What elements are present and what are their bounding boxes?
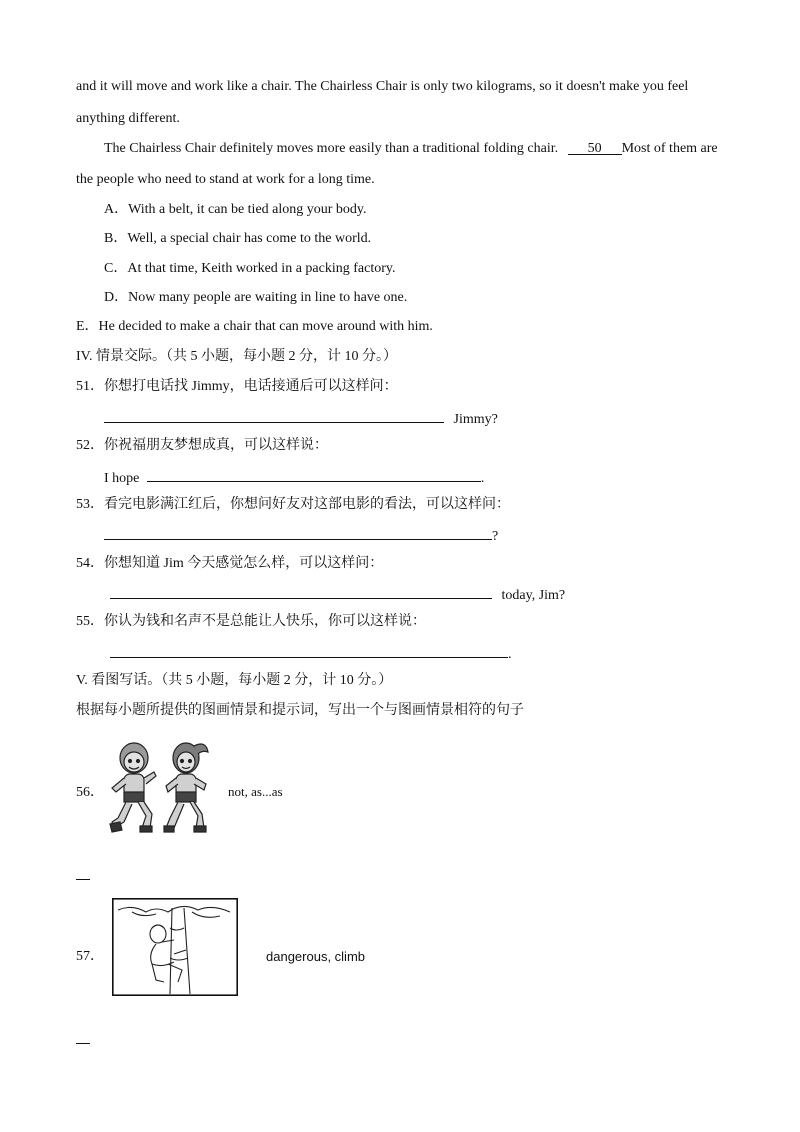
- passage-line-with-blank: [104, 140, 718, 158]
- answer-line-54: [110, 584, 565, 605]
- question-number: 57．: [76, 949, 104, 964]
- answer-suffix: .: [480, 471, 485, 486]
- answer-prefix: I hope: [104, 471, 140, 486]
- answer-suffix: Jimmy?: [453, 412, 498, 427]
- section-heading: IV. 情景交际。（共 5 小题，每小题 2 分，计 10 分。）: [76, 349, 397, 364]
- question-prompt: 52．你祝福朋友梦想成真，可以这样说：: [76, 438, 328, 453]
- question-number: 56．: [76, 785, 104, 800]
- answer-line-53: [104, 525, 498, 546]
- option-d: D．Now many people are waiting in line to have one.: [104, 290, 408, 305]
- question-prompt: 55．你认为钱和名声不是总能让人快乐，你可以这样说：: [76, 614, 426, 629]
- tree-climbing-illustration: [112, 898, 238, 996]
- answer-line-55: [110, 643, 512, 664]
- answer-blank-53[interactable]: [104, 525, 492, 540]
- answer-blank-55[interactable]: [110, 643, 508, 658]
- hint-words: dangerous, climb: [266, 949, 365, 964]
- section-heading: V. 看图写话。（共 5 小题，每小题 2 分，计 10 分。）: [76, 673, 393, 688]
- passage-line: anything different.: [76, 111, 180, 126]
- answer-line-51: [104, 408, 498, 429]
- option-b: B．Well, a special chair has come to the world.: [104, 231, 372, 246]
- answer-suffix: ?: [492, 529, 499, 544]
- question-prompt: 53．看完电影满江红后，你想问好友对这部电影的看法，可以这样问：: [76, 497, 510, 512]
- hint-words: not, as...as: [228, 784, 283, 799]
- answer-blank-54[interactable]: [110, 584, 492, 599]
- answer-blank-52[interactable]: [147, 467, 481, 482]
- answer-line-52: [104, 467, 484, 488]
- answer-dash-57[interactable]: [76, 1043, 90, 1044]
- question-prompt: 51．你想打电话找 Jimmy，电话接通后可以这样问：: [76, 379, 398, 394]
- answer-suffix: today, Jim?: [501, 588, 566, 603]
- passage-text: Most of them are: [621, 141, 718, 156]
- answer-blank-50[interactable]: [568, 140, 622, 155]
- passage-text: The Chairless Chair definitely moves more easily than a traditional folding chair.: [104, 141, 559, 156]
- question-prompt: 54．你想知道 Jim 今天感觉怎么样，可以这样问：: [76, 556, 384, 571]
- option-c: C．At that time, Keith worked in a packing factory.: [104, 261, 396, 276]
- passage-line: the people who need to stand at work for a long time.: [76, 172, 375, 187]
- section-instruction: 根据每小题所提供的图画情景和提示词，写出一个与图画情景相符的句子: [76, 703, 524, 718]
- answer-blank-51[interactable]: [104, 408, 444, 423]
- answer-suffix: .: [508, 647, 512, 662]
- passage-line: and it will move and work like a chair. The Chairless Chair is only two kilograms, so it doesn't make you feel: [76, 79, 689, 94]
- running-kids-illustration: [106, 736, 214, 836]
- option-a: A．With a belt, it can be tied along your body.: [104, 202, 367, 217]
- blank-number: 50: [587, 141, 602, 156]
- option-e: E．He decided to make a chair that can move around with him.: [76, 319, 433, 334]
- answer-dash-56[interactable]: [76, 879, 90, 880]
